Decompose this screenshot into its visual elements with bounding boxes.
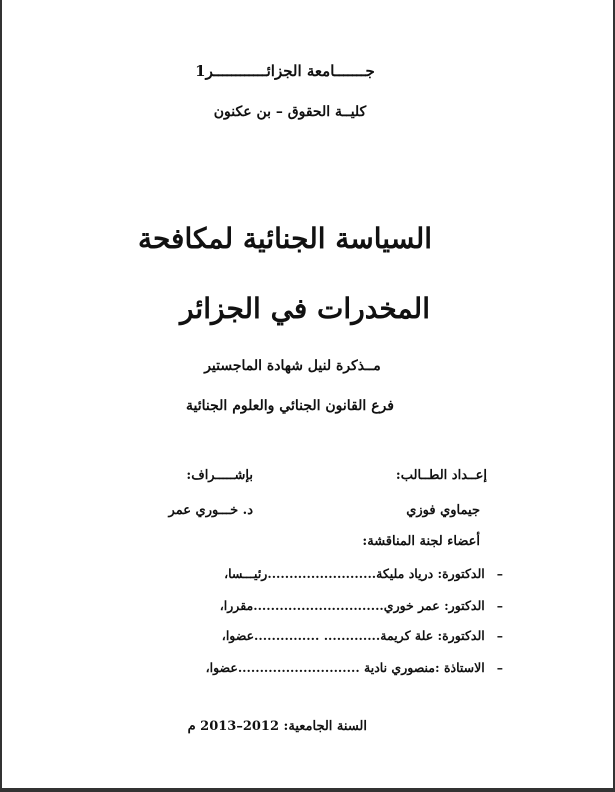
supervisor-name: د. خـــوري عمر <box>168 503 253 518</box>
supervision-label: بإشـــــراف: <box>186 468 253 483</box>
thesis-title-line2: المخدرات في الجزائر <box>179 292 430 325</box>
academic-year: السنة الجامعية: 2012–2013 م <box>187 719 367 734</box>
page-border-bottom <box>0 788 615 792</box>
degree-subtitle: مــذكرة لنيل شهادة الماجستير <box>204 358 381 374</box>
member-dash: – <box>496 628 503 643</box>
member-text: الدكتورة: درياد مليكة.........................رئيـــسا، <box>224 566 485 581</box>
faculty-name: كليــة الحقوق – بن عكنون <box>213 104 367 120</box>
specialization-subtitle: فرع القانون الجنائي والعلوم الجنائية <box>186 398 394 414</box>
page-border-left <box>0 0 2 792</box>
member-dash: – <box>496 566 503 581</box>
member-text: الاستاذة :منصوري نادية ............................عضوا، <box>205 660 485 675</box>
member-dash: – <box>496 598 503 613</box>
member-text: الدكتورة: علة كريمة............. ...............عضوا، <box>221 628 485 643</box>
student-name: جيماوي فوزي <box>406 503 480 518</box>
member-text: الدكتور: عمر خوري..............................مقررا، <box>219 598 485 613</box>
member-dash: – <box>496 660 503 675</box>
thesis-title-line1: السياسة الجنائية لمكافحة <box>137 222 433 255</box>
committee-member <box>206 660 503 675</box>
prepared-by-label: إعــداد الطــالب: <box>395 468 487 483</box>
committee-member <box>220 598 503 613</box>
committee-member <box>224 566 503 581</box>
university-name: جـــــــامعة الجزائــــــــــــر1 <box>195 62 375 80</box>
committee-title: أعضاء لجنة المناقشة: <box>362 534 480 549</box>
committee-member <box>222 628 503 643</box>
